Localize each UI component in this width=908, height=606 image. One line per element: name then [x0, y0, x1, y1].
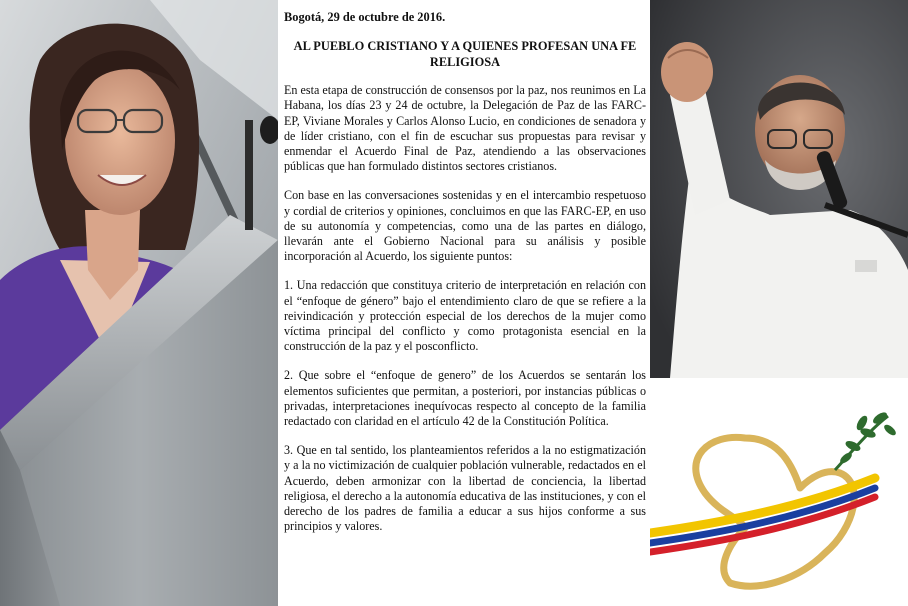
paragraph-point-3: 3. Que en tal sentido, los planteamientos referidos a la no estigmatización y a la no victimización de cualquier población vulnerable, redactados en el Acuerdo, deben armonizar con la libertad de conciencia, la libertad religiosa, el derecho a la autonomía educativa de las instituciones, y con el derecho de los padres de familia a educar a sus hijos conforme a sus principios y valores.: [284, 443, 646, 534]
man-raised-fist-illustration: [650, 0, 908, 378]
dove-logo-illustration: [650, 378, 908, 606]
woman-at-podium-photo: [0, 0, 278, 606]
man-raised-fist-photo: [650, 0, 908, 378]
paragraph-point-1: 1. Una redacción que constituya criterio de interpretación en relación con el “enfoque de género” bajo el entendimiento claro de que se refiere a la reivindicación y protección especial de los derechos de la mujer como víctima principal del conflicto y como protagonista esencial en la construcción de la paz y el posconflicto.: [284, 278, 646, 354]
document-date: Bogotá, 29 de octubre de 2016.: [284, 10, 446, 24]
document-heading: AL PUEBLO CRISTIANO Y A QUIENES PROFESAN UNA FE RELIGIOSA: [293, 39, 637, 69]
peace-dove-logo: [650, 378, 908, 606]
paragraph-point-2: 2. Que sobre el “enfoque de genero” de los Acuerdos se sentarán los elementos suficientes que permitan, a posteriori, por instancias públicas o privadas, interpretaciones inequívocas respecto al concepto de la familia redactado con claridad en el artículo 42 de la Constitución Política.: [284, 368, 646, 429]
paragraph-intro: En esta etapa de construcción de consensos por la paz, nos reunimos en La Habana, los días 23 y 24 de octubre, la Delegación de Paz de las FARC-EP, Viviane Morales y Carlos Alonso Lucio, en condiciones de senadora y de líder cristiano, con el fin de escuchar sus propuestas para revisar y enmendar el Acuerdo Final de Paz, atendiendo a las observaciones públicas que han formulado distintos sectores cristianos.: [284, 83, 646, 174]
woman-at-podium-illustration: [0, 0, 278, 606]
communique-document: [278, 0, 650, 606]
paragraph-conclusion: Con base en las conversaciones sostenidas y en el intercambio respetuoso y cordial de criterios y opiniones, concluimos en que las FARC-EP, en uso de su autonomía y competencias, como una de las partes en diálogo, llevarán ante el Gobierno Nacional para su análisis y posible incorporación al Acuerdo, los siguiente puntos:: [284, 188, 646, 264]
